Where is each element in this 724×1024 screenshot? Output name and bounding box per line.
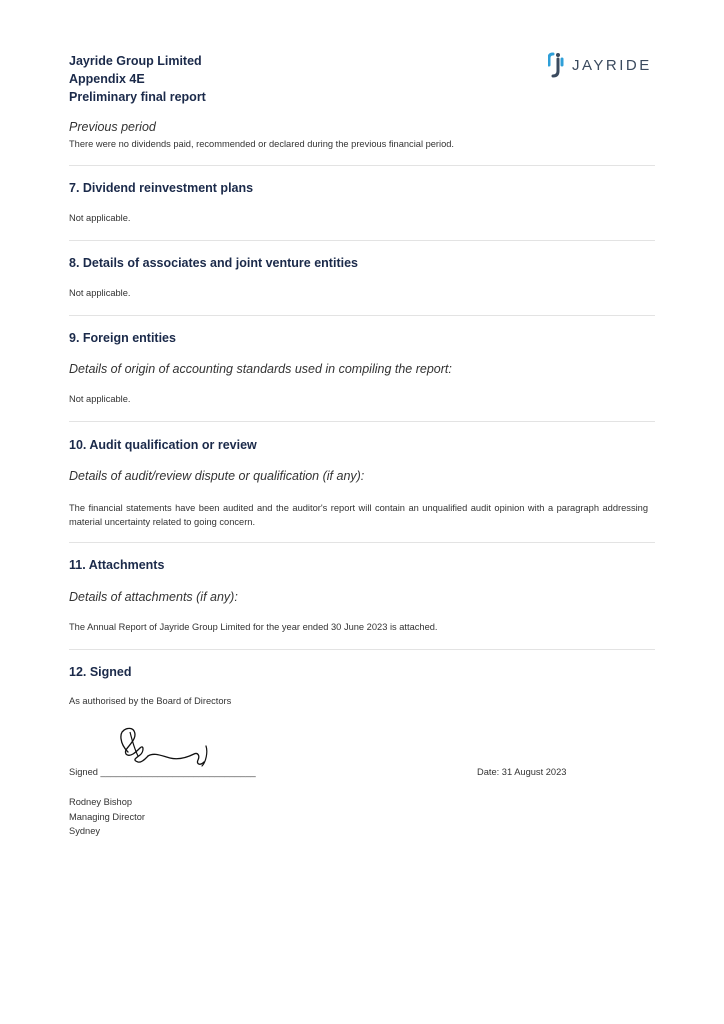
section-10-heading: 10. Audit qualification or review xyxy=(69,438,257,452)
section-11-heading: 11. Attachments xyxy=(69,558,165,572)
divider xyxy=(69,240,655,241)
section-11-text: The Annual Report of Jayride Group Limited for the year ended 30 June 2023 is attached. xyxy=(69,622,438,632)
signed-date: Date: 31 August 2023 xyxy=(477,767,567,777)
previous-period-title: Previous period xyxy=(69,120,156,134)
section-7-text: Not applicable. xyxy=(69,213,131,223)
section-10-subheading: Details of audit/review dispute or qualification (if any): xyxy=(69,469,365,483)
signatory-location: Sydney xyxy=(69,826,101,836)
section-11-subheading: Details of attachments (if any): xyxy=(69,590,238,604)
signed-row xyxy=(69,767,256,777)
appendix-label: Appendix 4E xyxy=(69,72,145,86)
jayride-logo xyxy=(548,51,652,79)
divider xyxy=(69,421,655,422)
section-8-text: Not applicable. xyxy=(69,288,131,298)
divider xyxy=(69,165,655,166)
document-header xyxy=(69,52,206,106)
company-name: Jayride Group Limited xyxy=(69,54,202,68)
authorised-text: As authorised by the Board of Directors xyxy=(69,696,232,706)
section-9-heading: 9. Foreign entities xyxy=(69,331,176,345)
section-7-heading: 7. Dividend reinvestment plans xyxy=(69,181,254,195)
divider xyxy=(69,649,655,650)
signatory-title: Managing Director xyxy=(69,811,145,822)
logo-wordmark: JAYRIDE xyxy=(572,56,652,74)
section-10-text: The financial statements have been audited and the auditor's report will contain an unqualified audit opinion with a paragraph addressing material uncertainty related to going concern. xyxy=(69,503,648,527)
divider xyxy=(69,542,655,543)
jayride-logo-icon xyxy=(548,51,566,79)
signature-line: ______________________________ xyxy=(100,767,256,777)
divider xyxy=(69,315,655,316)
signatory-name: Rodney Bishop xyxy=(69,797,133,807)
section-9-subheading: Details of origin of accounting standards used in compiling the report: xyxy=(69,362,452,376)
signature-image xyxy=(114,722,214,770)
report-title: Preliminary final report xyxy=(69,90,206,104)
signatory-block xyxy=(69,795,145,839)
section-8-heading: 8. Details of associates and joint venture entities xyxy=(69,256,358,270)
previous-period-text: There were no dividends paid, recommended or declared during the previous financial period. xyxy=(69,139,455,149)
section-12-heading: 12. Signed xyxy=(69,665,132,679)
section-9-text: Not applicable. xyxy=(69,394,131,404)
signed-label: Signed xyxy=(69,767,98,777)
